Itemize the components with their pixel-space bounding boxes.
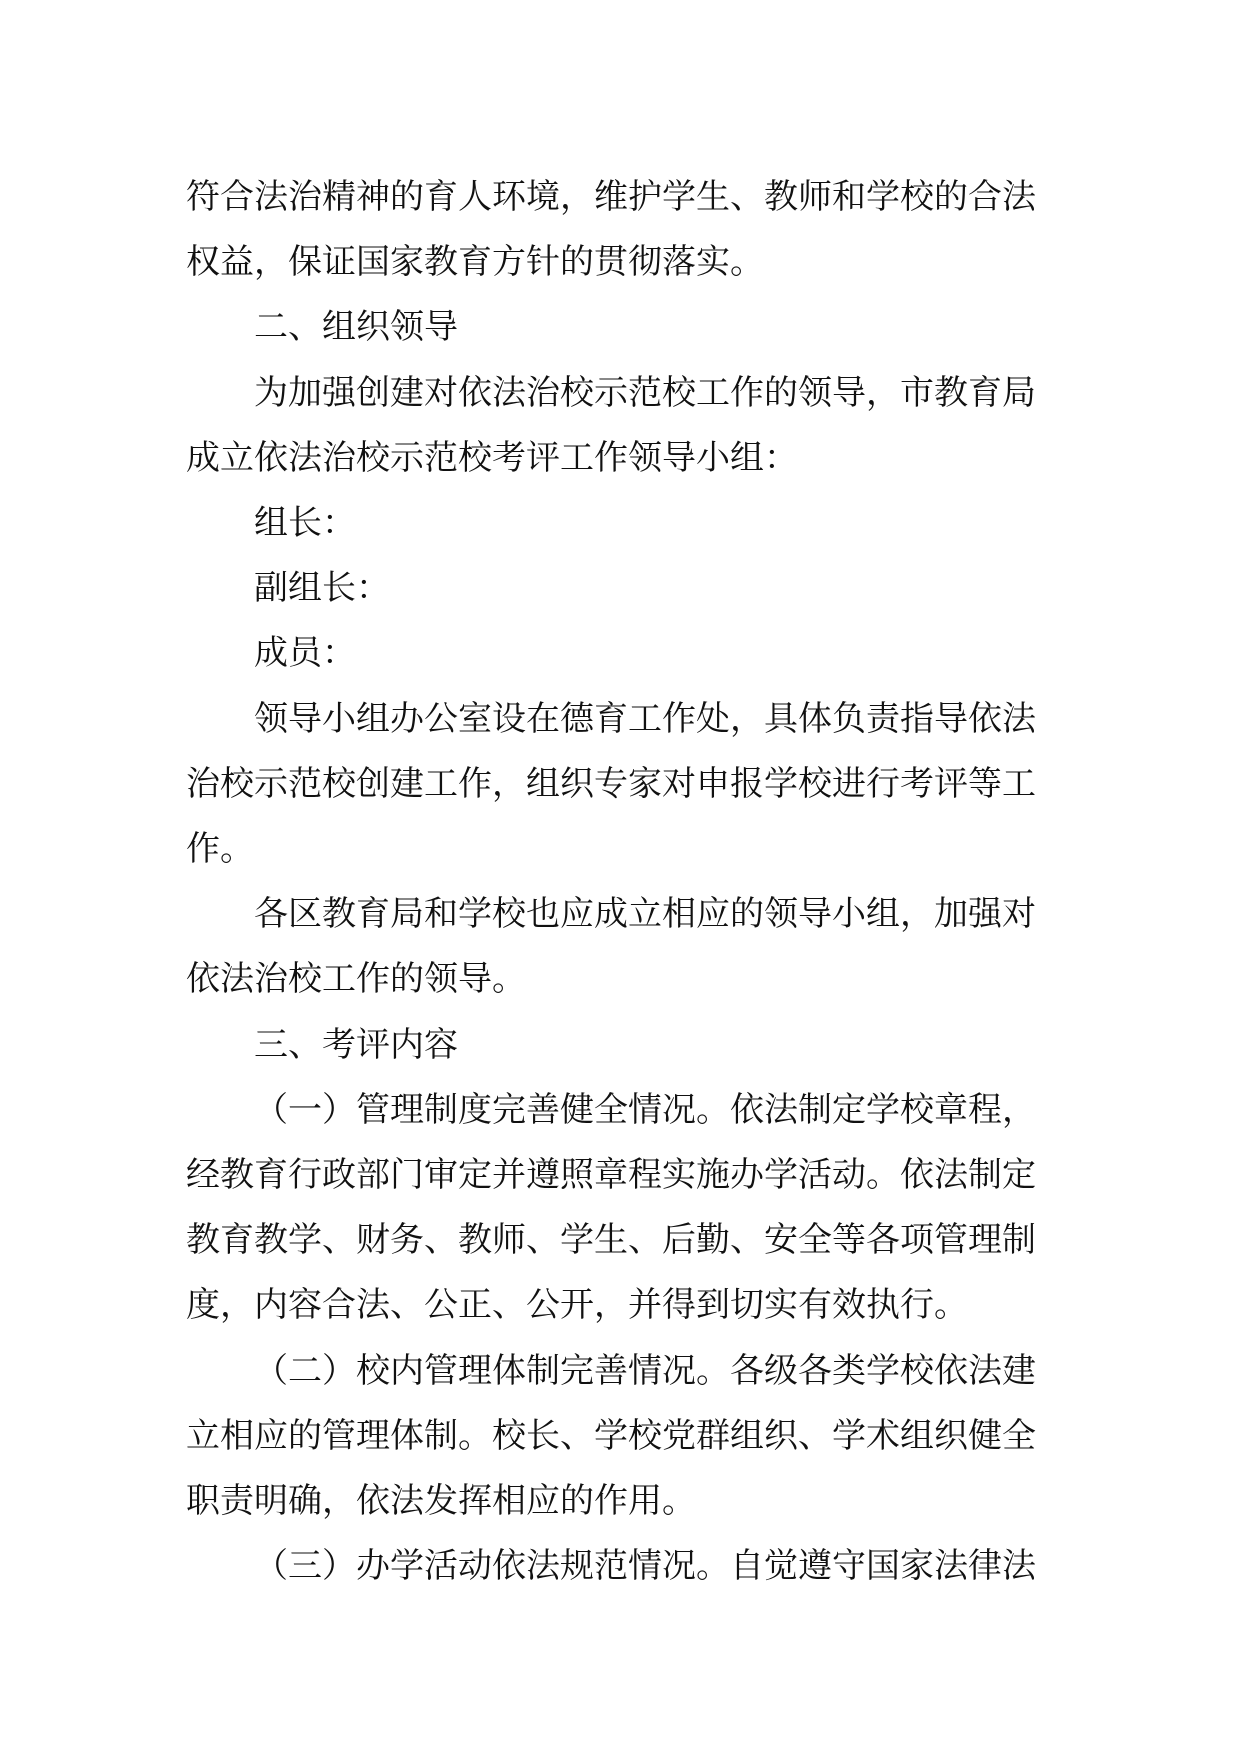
text-line: 作。 [186, 829, 254, 870]
text-line: 度，内容合法、公正、公开，并得到切实有效执行。 [186, 1285, 968, 1326]
text-line: 职责明确，依法发挥相应的作用。 [186, 1481, 696, 1522]
text-line: 符合法治精神的育人环境，维护学生、教师和学校的合法 [186, 177, 1036, 217]
section-heading [186, 295, 1056, 360]
paragraph [186, 165, 1056, 295]
text-line: 经教育行政部门审定并遵照章程实施办学活动。依法制定 [186, 1155, 1036, 1196]
text-line: （二）校内管理体制完善情况。各级各类学校依法建 [254, 1350, 1036, 1391]
paragraph [186, 687, 1056, 883]
paragraph [186, 361, 1056, 491]
text-line: 领导小组办公室设在德育工作处，具体负责指导依法 [254, 698, 1036, 739]
leader-line [186, 491, 1056, 556]
text-line: 二、组织领导 [254, 307, 458, 348]
paragraph [186, 1339, 1056, 1535]
text-line: 各区教育局和学校也应成立相应的领导小组，加强对 [254, 894, 1036, 935]
text-line: 三、考评内容 [254, 1024, 458, 1065]
text-line: 依法治校工作的领导。 [186, 959, 526, 1000]
text-line: 副组长： [254, 568, 390, 609]
text-line: 成立依法治校示范校考评工作领导小组： [186, 437, 798, 478]
paragraph [186, 1534, 1056, 1599]
text-line: 立相应的管理体制。校长、学校党群组织、学术组织健全 [186, 1415, 1036, 1456]
text-line: 教育教学、财务、教师、学生、后勤、安全等各项管理制 [186, 1220, 1036, 1261]
text-line: 组长： [254, 503, 356, 544]
paragraph [186, 1078, 1056, 1339]
paragraph [186, 882, 1056, 1012]
section-heading [186, 1013, 1056, 1078]
members-line [186, 621, 1056, 686]
text-line: 成员： [254, 633, 356, 674]
deputy-leader-line [186, 556, 1056, 621]
text-line: 为加强创建对依法治校示范校工作的领导，市教育局 [254, 372, 1036, 413]
text-line: 治校示范校创建工作，组织专家对申报学校进行考评等工 [186, 763, 1036, 804]
text-line: （一）管理制度完善健全情况。依法制定学校章程， [254, 1089, 1036, 1130]
text-line: （三）办学活动依法规范情况。自觉遵守国家法律法 [254, 1546, 1036, 1587]
text-line: 权益，保证国家教育方针的贯彻落实。 [186, 242, 764, 283]
document-body [186, 165, 1056, 1599]
